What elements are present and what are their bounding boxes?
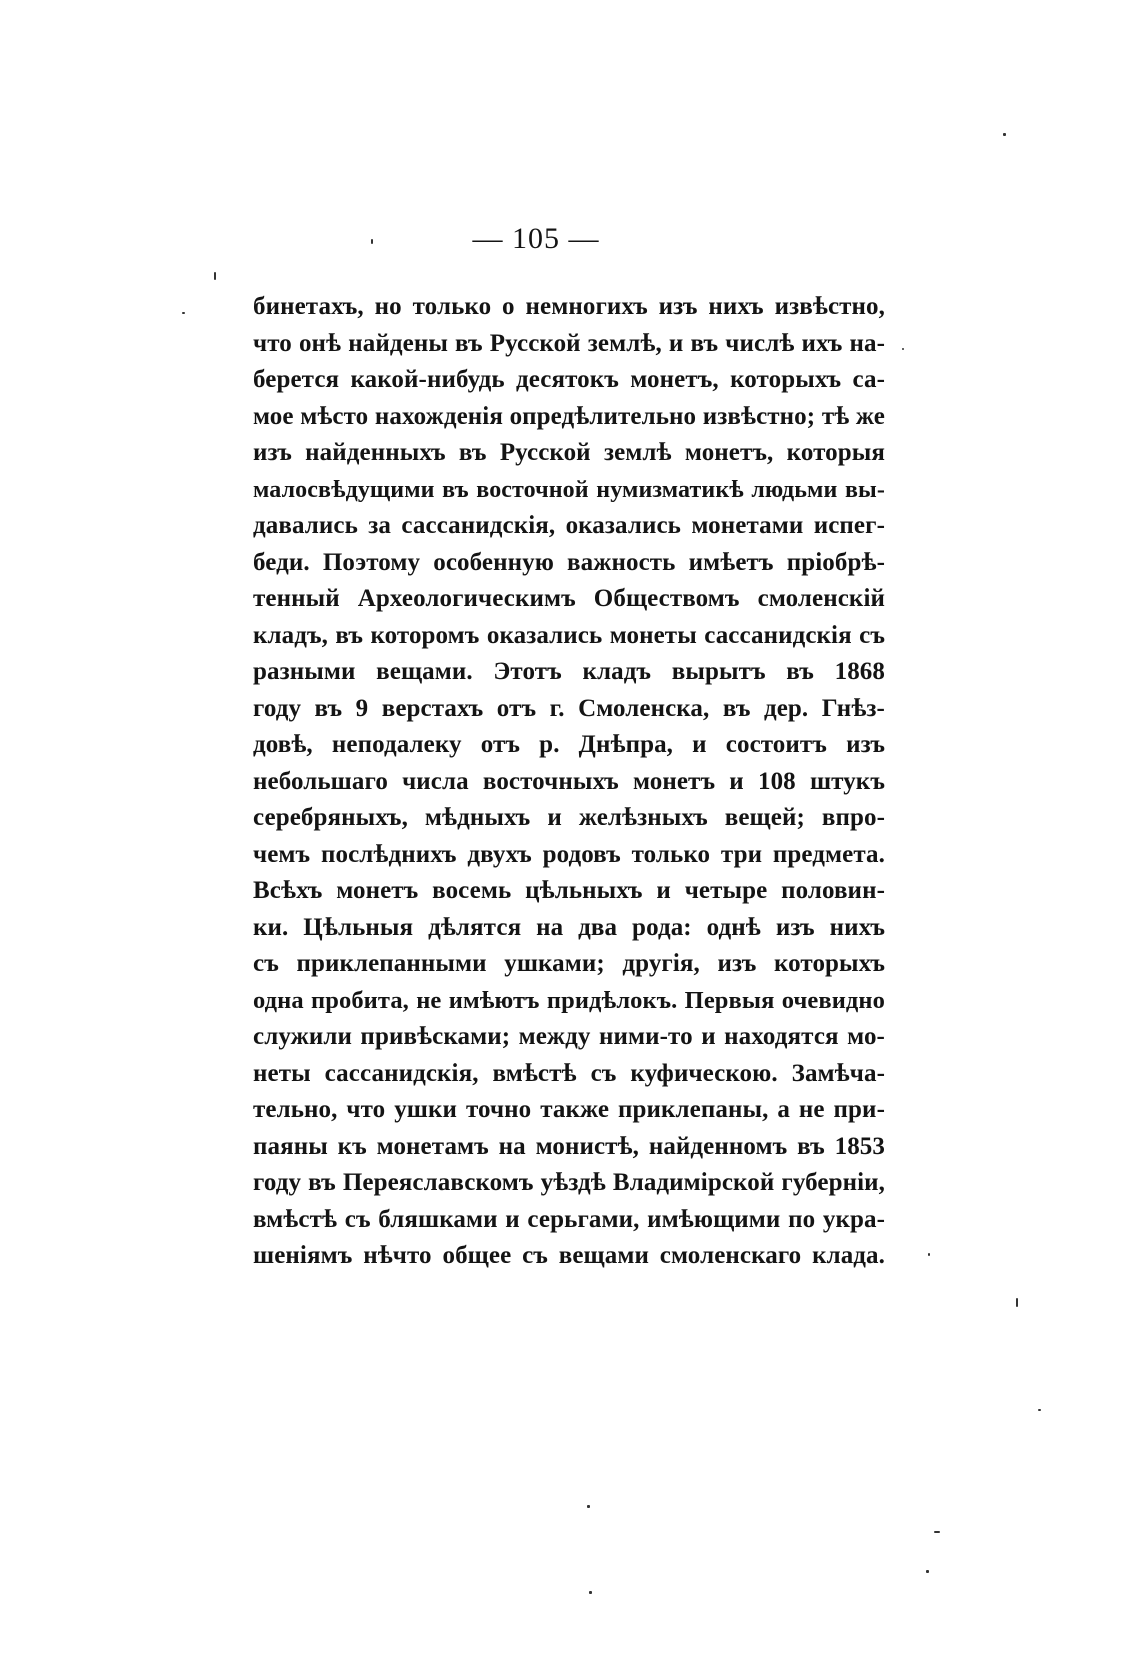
text-line: году въ Переяславскомъ уѣздѣ Владимірской губерніи, [253,1169,885,1196]
text-line: изъ найденныхъ въ Русской землѣ монетъ, которыя [253,439,885,466]
page-number: — 105 — [472,222,600,255]
text-line: разными вещами. Этотъ кладъ вырытъ въ 1868 [253,658,885,685]
text-line: тельно, что ушки точно также приклепаны, а не при- [253,1096,885,1123]
text-line: году въ 9 верстахъ отъ г. Смоленска, въ дер. Гнѣз- [253,694,885,722]
text-line: служили привѣсками; между ними-то и находятся мо- [253,1023,885,1050]
text-line: паяны къ монетамъ на монистѣ, найденномъ въ 1853 [253,1132,885,1160]
scan-speck [928,1253,930,1256]
text-line: серебряныхъ, мѣдныхъ и желѣзныхъ вещей; впро- [253,804,885,831]
scan-speck [1003,133,1006,136]
text-line: берется какой-нибудь десятокъ монетъ, которыхъ са- [253,366,885,393]
scan-speck [589,1591,592,1594]
scan-speck [1016,1298,1018,1307]
scan-speck [1038,1409,1041,1411]
text-line: чемъ послѣднихъ двухъ родовъ только три предмета. [253,840,885,868]
text-line: вмѣстѣ съ бляшками и серьгами, имѣющими по укра- [253,1205,885,1233]
scan-speck [934,1531,940,1533]
scan-speck [214,272,216,280]
text-line: тенный Археологическимъ Обществомъ смоленскій [253,585,885,612]
scan-speck [371,239,373,244]
text-line: шеніямъ нѣчто общее съ вещами смоленскаго клада. [253,1242,885,1269]
scan-speck [902,348,904,350]
text-line: что онѣ найдены въ Русской землѣ, и въ числѣ ихъ на- [253,329,885,357]
text-line: одна пробита, не имѣютъ придѣлокъ. Первыя очевидно [253,986,885,1014]
text-line: небольшаго числа восточныхъ монетъ и 108 штукъ [253,767,885,795]
text-line: давались за сассанидскія, оказались монетами испег- [253,512,885,539]
scan-speck [926,1570,929,1573]
scan-speck [182,312,185,314]
text-line: Всѣхъ монетъ восемь цѣльныхъ и четыре половин- [253,877,885,904]
text-line: беди. Поэтому особенную важность имѣетъ пріобрѣ- [253,548,885,576]
text-line: мое мѣсто нахожденія опредѣлительно извѣстно; тѣ же [253,402,885,430]
text-line: ки. Цѣльныя дѣлятся на два рода: однѣ изъ нихъ [253,913,885,941]
text-line: кладъ, въ которомъ оказались монеты сассанидскія съ [253,621,885,649]
scan-speck [587,1505,590,1508]
text-line: бинетахъ, но только о немногихъ изъ нихъ извѣстно, [253,293,885,320]
text-line: довѣ, неподалеку отъ р. Днѣпра, и состоитъ изъ [253,731,885,758]
body-text [253,289,885,1275]
text-line: неты сассанидскія, вмѣстѣ съ куфическою. Замѣча- [253,1059,885,1087]
text-line: съ приклепанными ушками; другія, изъ которыхъ [253,950,885,977]
text-line: малосвѣдущими въ восточной нумизматикѣ людьми вы- [253,476,885,503]
